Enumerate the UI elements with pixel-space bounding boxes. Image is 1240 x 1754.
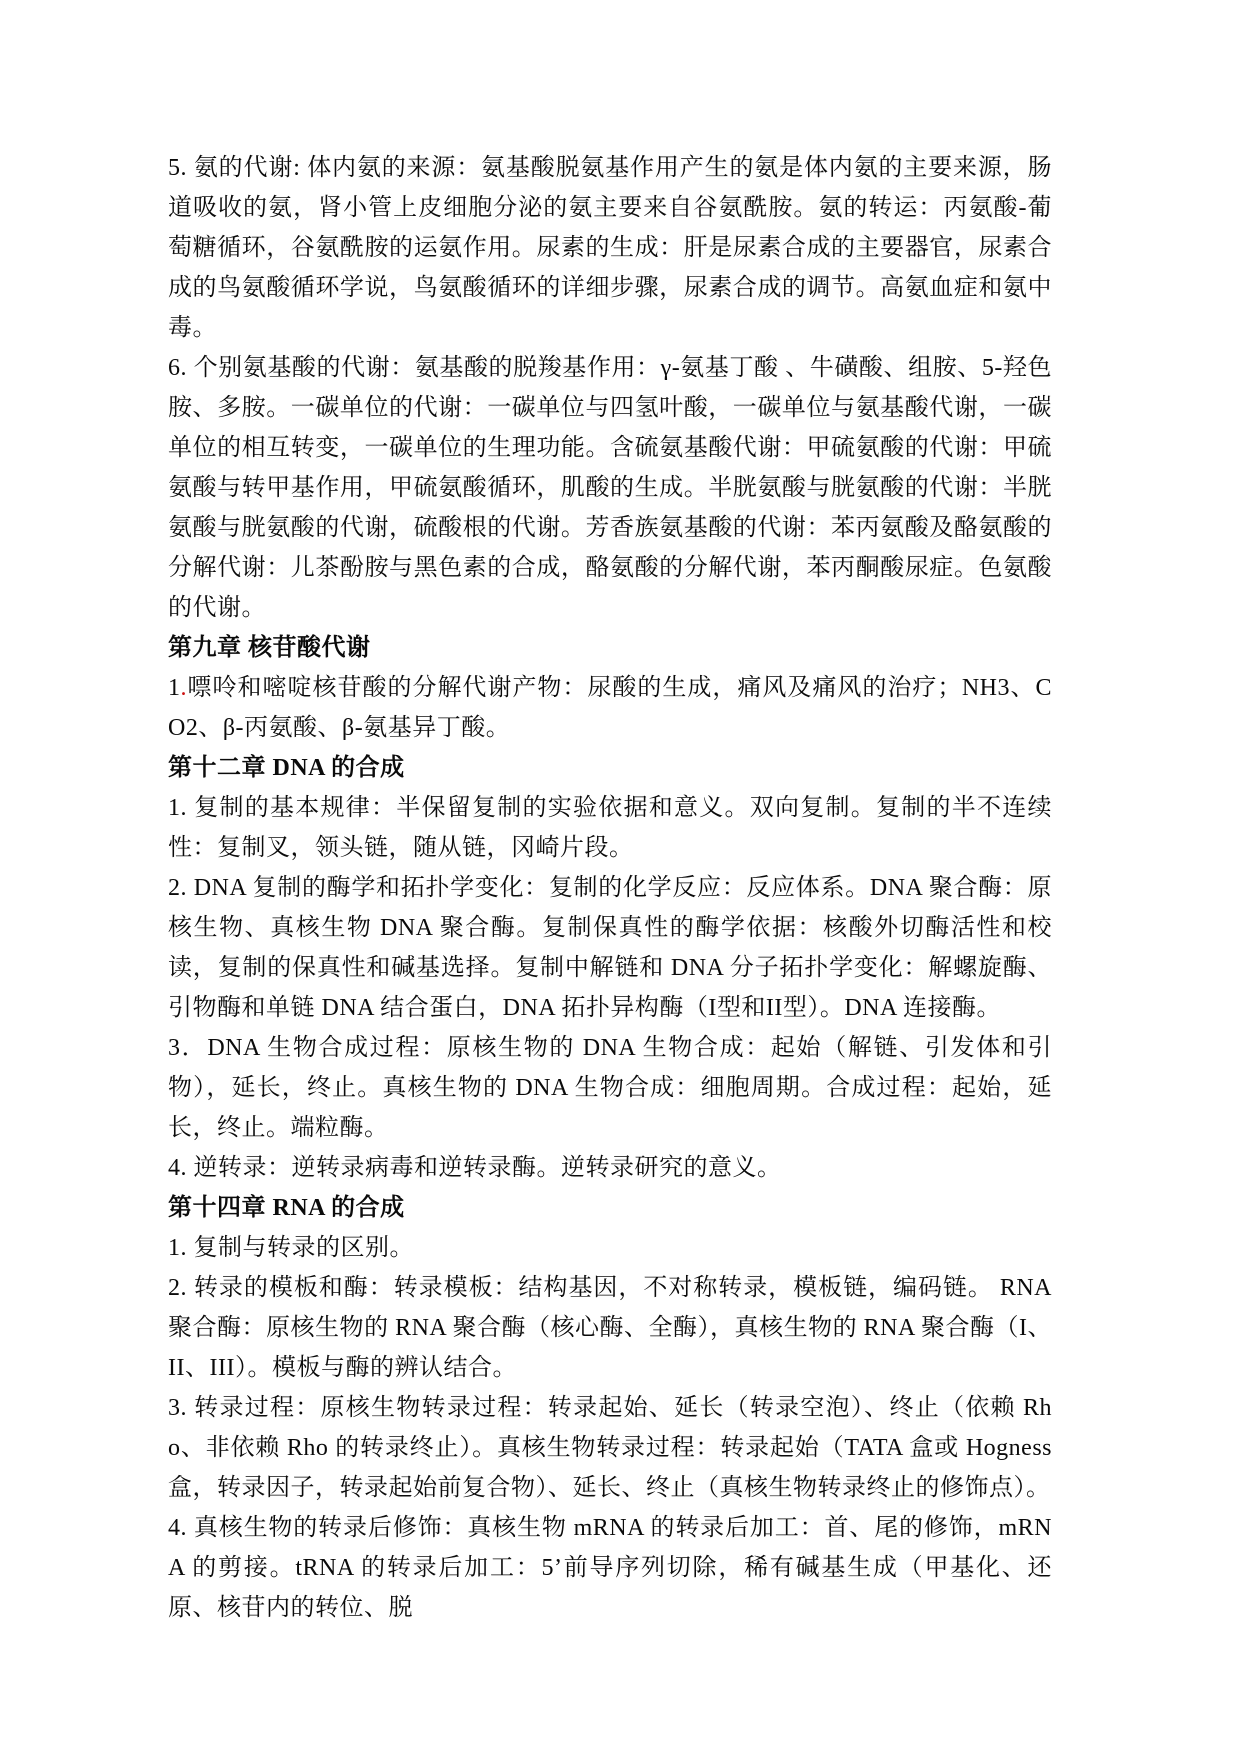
body-paragraph [168,1268,1052,1388]
text-segment: 3. 转录过程：原核生物转录过程：转录起始、延长（转录空泡）、终止（依赖 Rho、非依赖 Rho 的转录终止）。真核生物转录过程：转录起始（TATA 盒或 Hogness 盒，转录因子，转录起始前复合物）、延长、终止（真核生物转录终止的修饰点）。 [168,1395,1052,1501]
body-paragraph [168,1148,1052,1188]
chapter-heading [168,1188,1052,1228]
text-segment: 第十二章 DNA 的合成 [168,755,405,781]
body-paragraph [168,348,1052,628]
text-segment: 5. 氨的代谢: 体内氨的来源：氨基酸脱氨基作用产生的氨是体内氨的主要来源，肠道吸收的氨，肾小管上皮细胞分泌的氨主要来自谷氨酰胺。氨的转运：丙氨酸-葡萄糖循环，谷氨酰胺的运氨作用。尿素的生成：肝是尿素合成的主要器官，尿素合成的鸟氨酸循环学说，鸟氨酸循环的详细步骤，尿素合成的调节。高氨血症和氨中毒。 [168,155,1052,341]
text-segment: 1. 复制与转录的区别。 [168,1235,414,1261]
text-segment: 4. 逆转录：逆转录病毒和逆转录酶。逆转录研究的意义。 [168,1155,782,1181]
body-paragraph [168,668,1052,748]
text-segment: 1. 复制的基本规律：半保留复制的实验依据和意义。双向复制。复制的半不连续性：复制叉，领头链，随从链，冈崎片段。 [168,795,1052,861]
text-segment: 2. DNA 复制的酶学和拓扑学变化：复制的化学反应：反应体系。DNA 聚合酶：原核生物、真核生物 DNA 聚合酶。复制保真性的酶学依据：核酸外切酶活性和校读，复制的保真性和碱基选择。复制中解链和 DNA 分子拓扑学变化：解螺旋酶、引物酶和单链 DNA 结合蛋白，DNA 拓扑异构酶（I型和II型）。DNA 连接酶。 [168,875,1052,1021]
body-paragraph [168,868,1052,1028]
body-paragraph [168,1228,1052,1268]
body-paragraph [168,1028,1052,1148]
red-mark: . [180,675,187,701]
body-paragraph [168,788,1052,868]
text-segment: 3．DNA 生物合成过程：原核生物的 DNA 生物合成：起始（解链、引发体和引物），延长，终止。真核生物的 DNA 生物合成：细胞周期。合成过程：起始，延长，终止。端粒酶。 [168,1035,1052,1141]
document-content [168,148,1052,1628]
text-segment: 1 [168,675,181,701]
body-paragraph [168,148,1052,348]
chapter-heading [168,748,1052,788]
text-segment: 4. 真核生物的转录后修饰：真核生物 mRNA 的转录后加工：首、尾的修饰，mRNA 的剪接。tRNA 的转录后加工：5’前导序列切除，稀有碱基生成（甲基化、还原、核苷内的转位、脱 [168,1515,1052,1621]
text-segment: 2. 转录的模板和酶：转录模板：结构基因，不对称转录，模板链，编码链。 RNA 聚合酶：原核生物的 RNA 聚合酶（核心酶、全酶），真核生物的 RNA 聚合酶（I、II、III）。模板与酶的辨认结合。 [168,1275,1052,1381]
text-segment: 第九章 核苷酸代谢 [168,635,371,661]
body-paragraph [168,1508,1052,1628]
chapter-heading [168,628,1052,668]
text-segment: 第十四章 RNA 的合成 [168,1195,405,1221]
text-segment: 6. 个别氨基酸的代谢：氨基酸的脱羧基作用：γ-氨基丁酸 、牛磺酸、组胺、5-羟色胺、多胺。一碳单位的代谢：一碳单位与四氢叶酸，一碳单位与氨基酸代谢，一碳单位的相互转变，一碳单位的生理功能。含硫氨基酸代谢：甲硫氨酸的代谢：甲硫氨酸与转甲基作用，甲硫氨酸循环，肌酸的生成。半胱氨酸与胱氨酸的代谢：半胱氨酸与胱氨酸的代谢，硫酸根的代谢。芳香族氨基酸的代谢：苯丙氨酸及酪氨酸的分解代谢：儿茶酚胺与黑色素的合成，酪氨酸的分解代谢，苯丙酮酸尿症。色氨酸的代谢。 [168,355,1052,621]
body-paragraph [168,1388,1052,1508]
text-segment: 嘌呤和嘧啶核苷酸的分解代谢产物：尿酸的生成，痛风及痛风的治疗；NH3、CO2、β-丙氨酸、β-氨基异丁酸。 [168,675,1052,741]
